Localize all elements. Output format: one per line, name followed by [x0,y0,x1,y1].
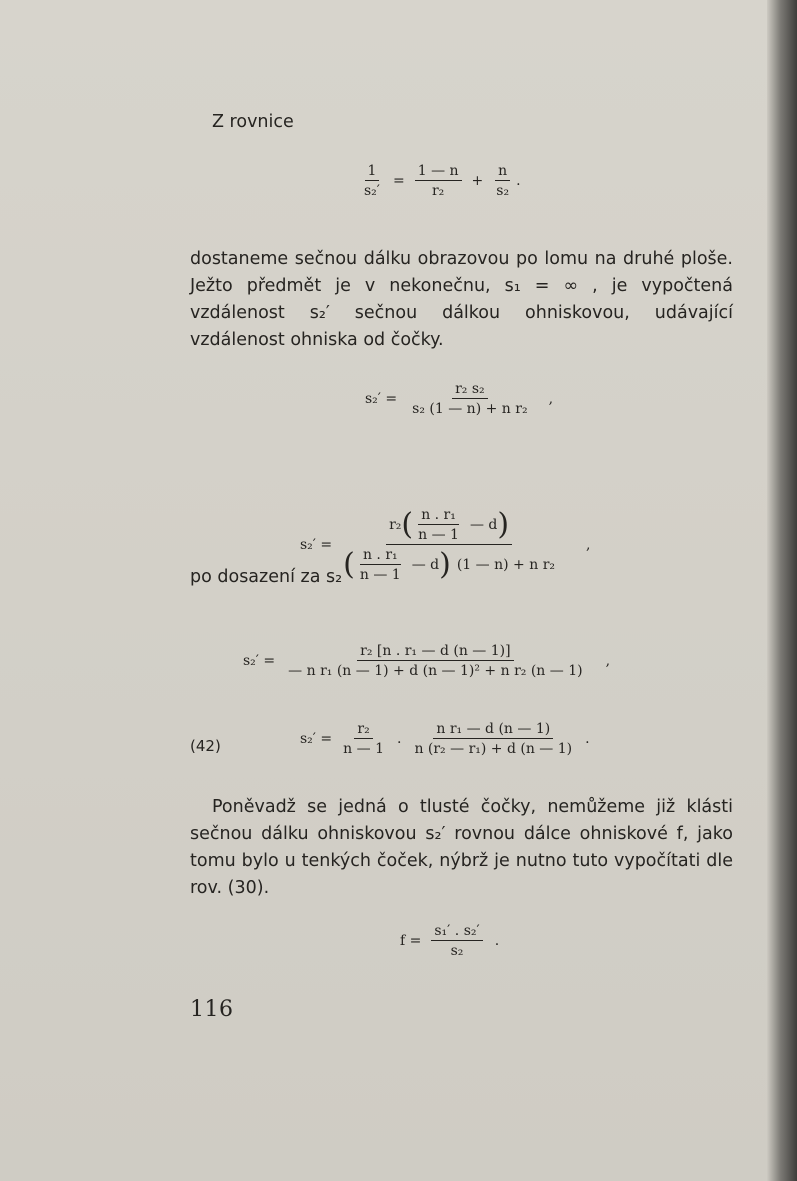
equation-2 [365,382,553,416]
eq3-den-inner-num: n . r₁ [360,548,401,565]
eq1-lhs-den: s₂′ [364,183,380,199]
equation-4 [243,644,610,678]
eq3-num-inner-frac [415,508,462,542]
eq4-den: — n r₁ (n — 1) + d (n — 1)² + n r₂ (n — 1) [288,663,583,679]
eq3-den-tail: (1 — n) + n r₂ [456,557,555,573]
eq5-f1-num: r₂ [354,722,372,739]
eq1-term2-num: n [495,164,510,181]
page-number: 116 [190,997,234,1022]
eq1-term1 [415,164,462,198]
eq5-f1-den: n — 1 [343,741,384,757]
eq3-num-lparen: ( [401,507,414,542]
eq5-f2-num: n r₁ — d (n — 1) [433,722,553,739]
eq2-den: s₂ (1 — n) + n r₂ [412,401,528,417]
eq2-num: r₂ s₂ [452,382,488,399]
eq3-den-rparen: ) [439,547,451,582]
equation-1 [357,164,521,198]
eq6-end: . [494,933,500,949]
eq1-term1-den: r₂ [431,183,445,199]
eq3-den-lparen: ( [343,547,355,582]
eq3-numerator [386,508,512,545]
eq5-dot: . [396,731,402,747]
eq3-end: , [586,537,591,553]
paragraph-1: dostaneme sečnou dálku obrazovou po lomu na druhé ploše. Ježto předmět je v nekonečnu, s₁ = ∞ , je vypočtená vzdálenost s₂′ sečnou dálkou ohniskovou, udávající vzdálenost ohniska od čočky. [190,249,733,350]
eq3-fraction [340,508,558,582]
eq6-lhs: f = [400,933,422,949]
eq3-lhs: s₂′ = [300,537,333,553]
eq1-term1-num: 1 — n [415,164,462,181]
eq5-fraction-2 [411,722,575,756]
eq1-lhs-fraction [361,164,383,198]
eq6-num: s₁′ . s₂′ [431,924,482,941]
eq4-end: , [605,653,611,669]
eq3-num-inner-num: n . r₁ [418,508,459,525]
eq1-plus: + [471,173,484,189]
eq3-den-minus-d: — d [411,557,440,573]
eq3-den-inner-den: n — 1 [359,567,401,583]
eq5-f2-den: n (r₂ — r₁) + d (n — 1) [414,741,573,757]
eq1-rel: = [392,173,405,189]
eq3-den-inner-frac [357,548,404,582]
eq5-lhs: s₂′ = [300,731,333,747]
eq4-fraction [285,644,585,678]
equation-number: (42) [190,737,221,755]
equation-3 [300,508,590,582]
eq1-term2-den: s₂ [496,183,510,199]
eq2-end: , [548,391,554,407]
eq2-fraction [409,382,530,416]
equation-5 [300,722,590,756]
eq6-fraction [431,924,482,958]
eq4-lhs: s₂′ = [243,653,276,669]
eq4-num: r₂ [n . r₁ — d (n — 1)] [357,644,513,661]
eq3-num-r2: r₂ [389,517,402,533]
intro-text: Z rovnice [212,112,294,132]
eq5-fraction-1 [340,722,387,756]
page-gutter-shadow [767,0,797,1181]
eq1-lhs-num: 1 [365,164,380,181]
paragraph-3: Poněvadž se jedná o tlusté čočky, nemůžeme již klásti sečnou dálku ohniskovou s₂′ rovnou dálce ohniskové f, jako tomu bylo u tenkých čoček, nýbrž je nutno tuto vypočítati dle rov. (30). [190,797,733,898]
eq3-num-rparen: ) [497,507,510,542]
paragraph-2: po dosazení za s₂ [190,567,343,587]
equation-6 [400,924,499,958]
eq3-denominator [340,545,558,582]
eq1-end: . [516,173,521,189]
eq1-term2 [493,164,512,198]
eq2-lhs: s₂′ = [365,391,398,407]
eq3-num-inner-den: n — 1 [418,527,459,543]
eq6-den: s₂ [450,943,464,959]
eq5-end: . [585,731,590,747]
eq3-num-minus-d: — d [469,517,498,533]
